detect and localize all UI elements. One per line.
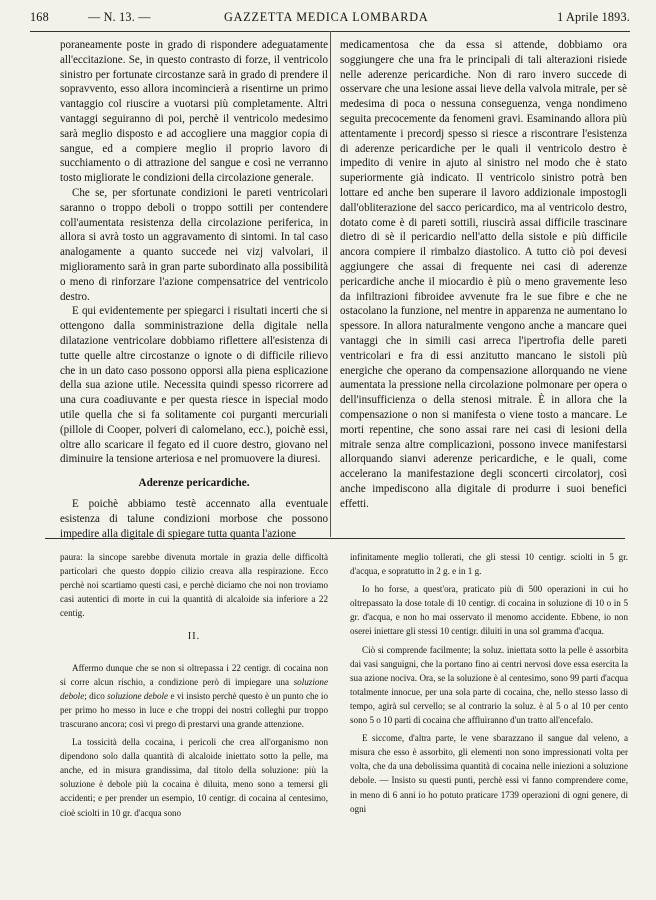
text-run: e vi insisto perchè questo è un punto che io per primo ho messo in luce e che troppi dei nostri colleghi pur troppo trascurano ancora; così vi prego di prestarvi una grande attenzione. (60, 690, 328, 729)
paragraph: medicamentosa che da essa si attende, dobbiamo ora soggiungere che una fra le principali di tali alterazioni risiede nelle aderenze pericardiche. Non di raro invero succede di osservare che una lesione assai lieve della valvola mitrale, per sè medesima di poca o nessuna conseguenza, venga nondimeno seguita precocemente da fenomeni gravi. Esaminando allora più attentamente i precordj spesso si riesce a riscontrare l'esistenza di aderenze pericardiche per le quali il ventricolo destro è impedito di venire in ajuto al sinistro nel modo che è stato superiormente già indicato. Il ventricolo sinistro potrà ben lottare ed anche ben superare il lavoro addizionale impostogli dall'obliterazione del sacco pericardico, ma al ventricolo destro, dotato come è di pareti sottili, riuscirà assai difficile trascinare dietro di sè il pericardio nell'atto della sistole e più difficile ancora compiere il rimbalzo diastolico. A tutto ciò poi devesi aggiungere che assai di frequente nei casi di aderenze pericardiche anche il miocardio è più o meno gravemente leso da infiltrazioni fibroidee avvenute fra le sue fibre e che ne ostacolano la funzione, nel mentre in apparenza ne aumentano lo spessore. In allora naturalmente vengono anche a mancare quei vantaggi che in simili casi arreca l'ipertrofia delle pareti ventricolari e fra di essi anzitutto mancano le sistoli più energiche che operano da compensazione allorquando ne viene aumentata la pressione nella circolazione polmonare per opera o dell'insufficienza o della stenosi mitrale. È in allora che la compensazione o non si manifesta o viene tosto a mancare. Le morti repentine, che sono assai rare nei casi di lesioni della mitrale senza altre complicazioni, possono invece manifestarsi allorquando sianvi aderenze pericardiche, e le quali, come accelerano la manifestazione degli sconcerti circolatorj, così anche impediscono alla digitale di produrre i suoi benefici effetti. (340, 39, 627, 510)
feuilleton-column-right (350, 550, 628, 816)
article-column-left (60, 38, 328, 541)
page-header (30, 6, 630, 26)
paragraph: Che se, per sfortunate condizioni le pareti ventricolari saranno o troppo deboli o troppo sottili per contendere coll'aumentata resistenza della circolazione periferica, in allora si avrà tosto un aggravamento di sintomi. In tal caso analogamente a quanto succede nei vizj valvolari, il miglioramento sarà in gran parte subordinato alla possibilità o meno di rinforzare l'azione compensatrice del ventricolo destro. (60, 186, 328, 303)
paragraph: E siccome, d'altra parte, le vene sbarazzano il sangue dal veleno, a misura che esso è assorbito, gli elementi non sono impressionati volta per volta, che da una debolissima quantità di cocaina nelle iniezioni a soluzione debole. — Insisto su questi punti, perchè essi vi fanno comprendere come, in meno di 6 anni io ho potuto praticare 1739 operazioni di ogni genere, di ogni (350, 733, 628, 814)
paragraph: poraneamente poste in grado di rispondere adeguatamente all'eccitazione. Se, in questo contrasto di forze, il ventricolo sinistro per fortunate circostanze sarà in grado di prendere il sopravvento, esso allora incomincierà a risentirne un primo vantaggio col riuscire a vuotarsi più completamente. Altri vantaggi seguiranno di poi, perchè il ventricolo medesimo sarà meglio disposto e ad accogliere una maggior copia di sangue, ed a compiere meglio il proprio lavoro di succhiamento o di attrazione del sangue e così ne verranno tosto migliorate le condizioni della circolazione generale. (60, 39, 328, 185)
article-column-right (340, 38, 627, 512)
paragraph: La tossicità della cocaina, i pericoli che crea all'organismo non dipendono solo dalla quantità di alcaloide iniettato sotto la pelle, ma anche, ed in misura grandissima, dal titolo della soluzione: più la soluzione è debole più la cocaina è diluita, meno sono a temersi gli accidenti; e per prender un esempio, 10 centigr. di cocaina al centesimo, cioè sciolti in 10 gr. d'acqua sono (60, 737, 328, 818)
section-heading: Aderenze pericardiche. (138, 477, 250, 490)
issue-date: 1 Aprile 1893. (557, 10, 630, 24)
journal-title: GAZZETTA MEDICA LOMBARDA (224, 10, 429, 24)
section-number: II. (187, 631, 201, 643)
paragraph: infinitamente meglio tollerati, che gli stessi 10 centigr. sciolti in 5 gr. d'acqua, e sopratutto in 2 g. e in 1 g. (350, 552, 628, 577)
paragraph: Ciò si comprende facilmente; la soluz. iniettata sotto la pelle è assorbita dai vasi sanguigni, che la portano fino ai centri nervosi dove essa esercita la sua azione nociva. Ora, se la soluzione è al centesimo, sono 99 parti d'acqua totalmente innocue, per una sola parte di cocaina, che, nello stesso lasso di tempo, agirà sul cervello; se al contrario la soluz. è al 5 o al 10 per cento sono 5 o 10 parti di cocaina che affluiranno d'un tratto all'encefalo. (350, 644, 628, 726)
section-rule (45, 538, 625, 539)
text-run: ; dico (84, 690, 108, 701)
paragraph: Io ho forse, a quest'ora, praticato più di 500 operazioni in cui ho oltrepassato la dose totale di 10 centigr. di cocaina in soluzione di 10 o in 5 gr. d'acqua, e non ho mai osservato il menomo accidente. Ebbene, io non oserei iniettare gli stessi 10 centigr. diluiti in una sol gramma d'acqua. (350, 584, 628, 637)
text-run: Affermo dunque che se non si oltrepassa i 22 centigr. di cocaina non si corre alcun rischio, a condizione però di impiegare una (60, 662, 328, 687)
emphasis: soluzione debole (107, 690, 169, 701)
paragraph: paura: la sincope sarebbe divenuta mortale in grazia delle difficoltà particolari che questo doppio cilizio creava alla respirazione. Ecco perchè noi scartiamo questi casi, e perchè diciamo che noi non troviamo casi autentici di morte in cui la quantità di alcaloide sia inferiore a 22 centig. (60, 552, 328, 619)
paragraph (60, 661, 328, 731)
page-number: 168 (30, 10, 49, 24)
paragraph: E poichè abbiamo testè accennato alla eventuale esistenza di talune condizioni morbose che possono impedire alla digitale di spiegare tutta quanta l'azione (60, 497, 328, 540)
paragraph: E qui evidentemente per spiegarci i risultati incerti che si ottengono dalla somministrazione della digitale nella dilatazione ventricolare dobbiamo riflettere all'esistenza di tutte quelle altre circostanze o ignote o di difficile rilievo che in un dato caso possono opporsi alla piena esplicazione della sua azione utile. Necessita quindi spesso ricorrere ad una cura coadiuvante e per questa riesce in ispecial modo utile quella che si fa solitamente coi purganti mercuriali (pillole di Cooper, polveri di calomelano, ecc.), poichè essi, oltre allo scaricare il fegato ed il cuore destro, giovano nel diminuire la tensione arteriosa e nel promuovere la diuresi. (60, 305, 328, 466)
column-divider (330, 31, 331, 537)
issue-number: — N. 13. — (88, 10, 151, 24)
feuilleton-column-left (60, 550, 328, 820)
emphasis: soluzione debole (60, 676, 328, 701)
